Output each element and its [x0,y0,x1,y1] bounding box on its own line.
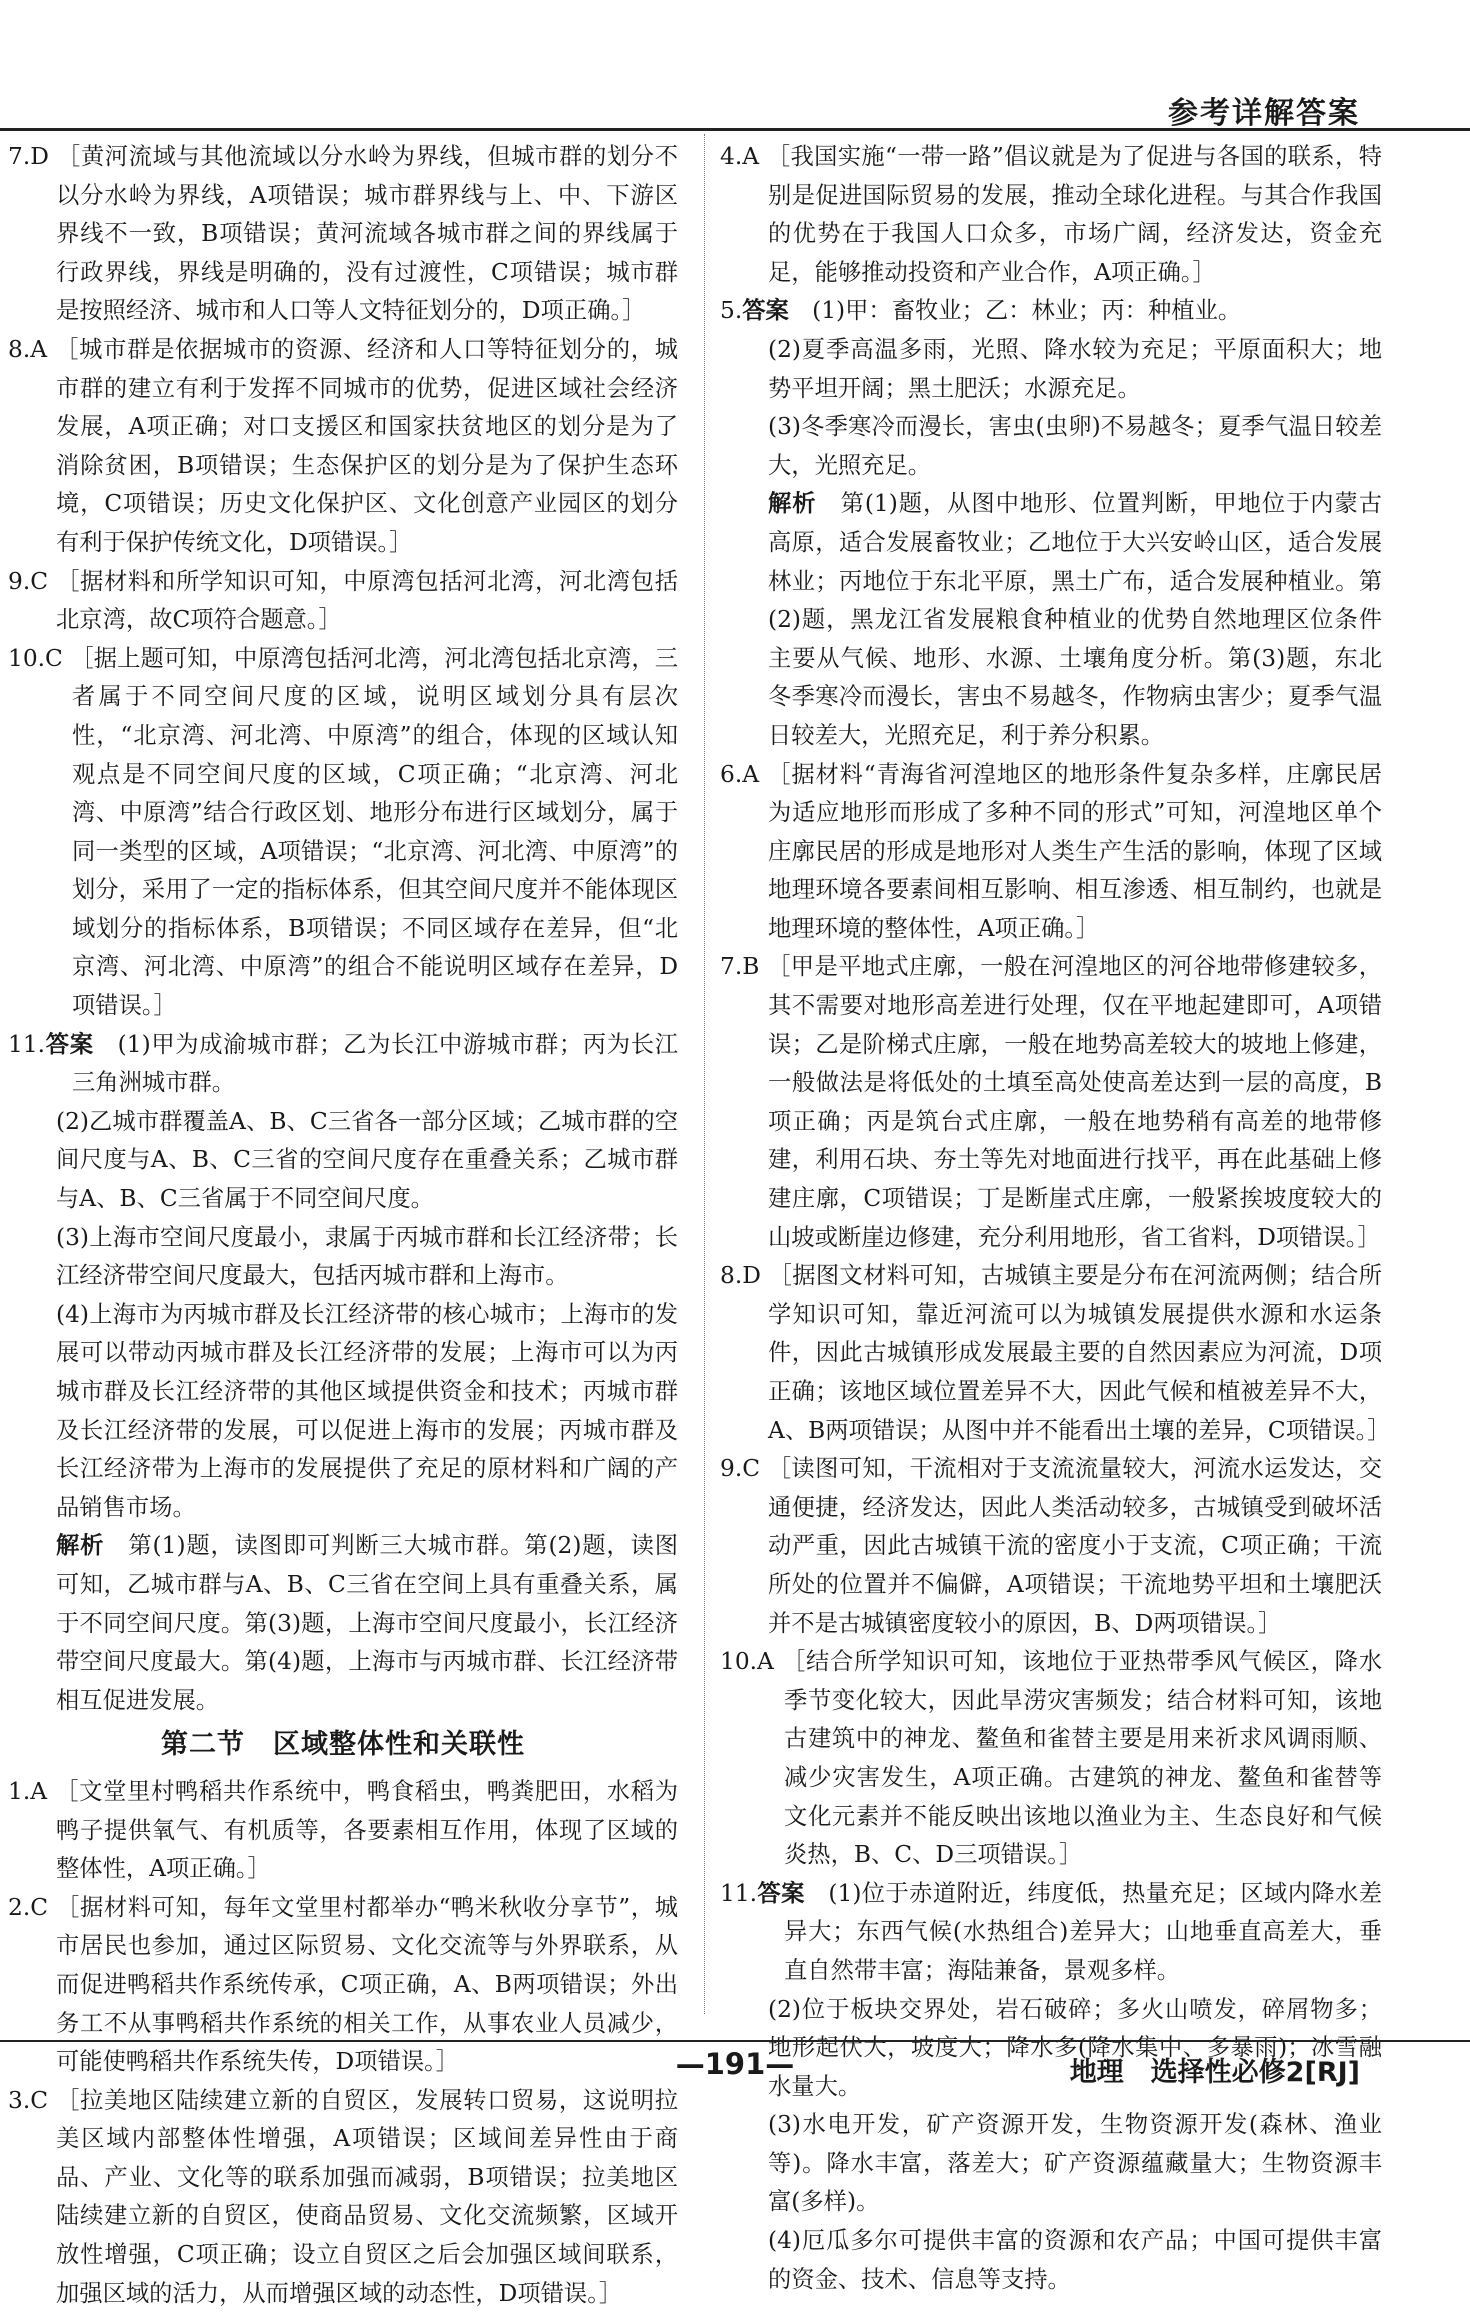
question-item: 9.C ［据材料和所学知识可知，中原湾包括河北湾，河北湾包括北京湾，故C项符合题意。］ [8,567,678,634]
question-number: 5. [720,297,743,325]
question-number: 11. [8,1030,46,1058]
answer-item [720,292,1382,331]
page-number: —191— [675,2047,795,2081]
analysis-paragraph [720,485,1382,755]
question-item: 8.D ［据图文材料可知，古城镇主要是分布在河流两侧；结合所学知识可知，靠近河流可以为城镇发展提供水源和水运条件，因此古城镇形成发展最主要的自然因素应为河流，D项正确；该地区域位置差异不大，因此气候和植被差异不大，A、B两项错误；从图中并不能看出土壤的差异，C项错误。］ [720,1262,1391,1444]
question-item: 10.A ［结合所学知识可知，该地位于亚热带季风气候区，降水季节变化较大，因此旱涝灾害频发；结合材料可知，该地古建筑中的神龙、鳌鱼和雀替主要是用来祈求风调雨顺、减少灾害发生，A项正确。古建筑的神龙、鳌鱼和雀替等文化元素并不能反映出该地以渔业为主、生态良好和气候炎热，B、C、D三项错误。］ [720,1648,1382,1869]
question-item: 2.C ［据材料可知，每年文堂里村都举办“鸭米秋收分享节”，城市居民也参加，通过区际贸易、文化交流等与外界联系，从而促进鸭稻共作系统传承，C项正确，A、B两项错误；外出务工不从事鸭稻共作系统的相关工作，从事农业人员减少，可能使鸭稻共作系统失传，D项错误。］ [8,1893,678,2076]
right-column [720,138,1391,2299]
page-header-title: 参考详解答案 [1168,96,1360,131]
answer-subpart: (3)冬季寒冷而漫长，害虫(虫卵)不易越冬；夏季气温日较差大，光照充足。 [768,413,1382,479]
answer-text: (1)甲：畜牧业；乙：林业；丙：种植业。 [788,297,1242,325]
answer-label: 答案 [45,1030,94,1058]
header-rule [0,128,1470,131]
question-item: 6.A ［据材料“青海省河湟地区的地形条件复杂多样，庄廓民居为适应地形而形成了多种不同的形式”可知，河湟地区单个庄廓民居的形成是地形对人类生产生活的影响，体现了区域地理环境各要素间相互影响、相互渗透、相互制约，也就是地理环境的整体性，A项正确。］ [720,760,1382,942]
answer-label: 答案 [757,1879,805,1907]
left-column [8,138,678,2313]
answer-subpart: (3)上海市空间尺度最小，隶属于丙城市群和长江经济带；长江经济带空间尺度最大，包括丙城市群和上海市。 [56,1223,678,1290]
section-title: 第二节 区域整体性和关联性 [161,1729,525,1761]
answer-subpart: (2)乙城市群覆盖A、B、C三省各一部分区域；乙城市群的空间尺度与A、B、C三省的空间尺度存在重叠关系；乙城市群与A、B、C三省属于不同空间尺度。 [56,1107,678,1213]
answer-subpart: (4)上海市为丙城市群及长江经济带的核心城市；上海市的发展可以带动丙城市群及长江经济带的发展；上海市可以为丙城市群及长江经济带的其他区域提供资金和技术；丙城市群及长江经济带的发展，可以促进上海市的发展；丙城市群及长江经济带为上海市的发展提供了充足的原材料和广阔的产品销售市场。 [56,1300,678,1521]
question-item: 10.C ［据上题可知，中原湾包括河北湾，河北湾包括北京湾，三者属于不同空间尺度的区域，说明区域划分具有层次性，“北京湾、河北湾、中原湾”的组合，体现的区域认知观点是不同空间尺度的区域，C项正确；“北京湾、河北湾、中原湾”结合行政区划、地形分布进行区域划分，属于同一类型的区域，A项错误；“北京湾、河北湾、中原湾”的划分，采用了一定的指标体系，但其空间尺度并不能体现区域划分的指标体系，B项错误；不同区域存在差异，但“北京湾、河北湾、中原湾”的组合不能说明区域存在差异，D项错误。］ [8,644,678,1020]
footer-rule [0,2040,1470,2042]
answer-subpart: (4)厄瓜多尔可提供丰富的资源和农产品；中国可提供丰富的资金、技术、信息等支持。 [768,2227,1382,2293]
column-divider [704,134,705,2014]
answer-label: 答案 [742,297,789,325]
answer-text: (1)甲为成渝城市群；乙为长江中游城市群；丙为长江三角洲城市群。 [72,1030,679,1097]
question-item: 7.B ［甲是平地式庄廓，一般在河湟地区的河谷地带修建较多，其不需要对地形高差进行处理，仅在平地起建即可，A项错误；乙是阶梯式庄廓，一般在地势高差较大的坡地上修建，一般做法是将低处的土填至高处使高差达到一层的高度，B项正确；丙是筑台式庄廓，一般在地势稍有高差的地带修建，利用石块、夯土等先对地面进行找平，再在此基础上修建庄廓，C项错误；丁是断崖式庄廓，一般紧挨坡度较大的山坡或断崖边修建，充分利用地形，省工省料，D项错误。］ [720,953,1382,1251]
question-number: 11. [720,1879,758,1907]
answer-text: (1)位于赤道附近，纬度低，热量充足；区域内降水差异大；东西气候(水热组合)差异大；山地垂直高差大，垂直自然带丰富；海陆兼备，景观多样。 [784,1879,1383,1984]
answer-subpart: (2)夏季高温多雨，光照、降水较为充足；平原面积大；地势平坦开阔；黑土肥沃；水源充足。 [768,335,1382,402]
analysis-label: 解析 [768,490,817,518]
answer-subpart: (2)位于板块交界处，岩石破碎；多火山喷发，碎屑物多；地形起伏大，坡度大；降水多(降水集中、多暴雨)；冰雪融水量大。 [768,1995,1382,2100]
question-item: 4.A ［我国实施“一带一路”倡议就是为了促进与各国的联系，特别是促进国际贸易的发展，推动全球化进程。与其合作我国的优势在于我国人口众多，市场广阔，经济发达，资金充足，能够推动投资和产业合作，A项正确。］ [720,143,1382,286]
question-item: 7.D ［黄河流域与其他流域以分水岭为界线，但城市群的划分不以分水岭为界线，A项错误；城市群界线与上、中、下游区界线不一致，B项错误；黄河流域各城市群之间的界线属于行政界线，界线是明确的，没有过渡性，C项错误；城市群是按照经济、城市和人口等人文特征划分的，D项正确。］ [8,143,678,325]
question-item: 3.C ［拉美地区陆续建立新的自贸区，发展转口贸易，这说明拉美区域内部整体性增强，A项错误；区域间差异性由于商品、产业、文化等的联系加强而减弱，B项错误；拉美地区陆续建立新的自贸区，使商品贸易、文化交流频繁，区域开放性增强，C项正确；设立自贸区之后会加强区域间联系，加强区域的活力，从而增强区域的动态性，D项错误。］ [8,2086,678,2307]
question-item: 8.A ［城市群是依据城市的资源、经济和人口等特征划分的，城市群的建立有利于发挥不同城市的优势，促进区域社会经济发展，A项正确；对口支援区和国家扶贫地区的划分是为了消除贫困，B项错误；生态保护区的划分是为了保护生态环境，C项错误；历史文化保护区、文化创意产业园区的划分有利于保护传统文化，D项错误。］ [8,335,678,556]
analysis-label: 解析 [56,1532,105,1560]
analysis-paragraph [8,1527,678,1720]
answer-subpart: (3)水电开发，矿产资源开发，生物资源开发(森林、渔业等)。降水丰富，落差大；矿产资源蕴藏量大；生物资源丰富(多样)。 [768,2111,1382,2216]
analysis-text: 第(1)题，读图即可判断三大城市群。第(2)题，读图可知，乙城市群与A、B、C三省在空间上具有重叠关系，属于不同空间尺度。第(3)题，上海市空间尺度最小，长江经济带空间尺度最大。第(4)题，上海市与丙城市群、长江经济带相互促进发展。 [56,1532,679,1714]
answer-item [8,1026,678,1103]
footer-subject-label: 地理 选择性必修2[RJ] [1069,2057,1360,2088]
analysis-text: 第(1)题，从图中地形、位置判断，甲地位于内蒙古高原，适合发展畜牧业；乙地位于大兴安岭山区，适合发展林业；丙地位于东北平原，黑土广布，适合发展种植业。第(2)题，黑龙江省发展粮食种植业的优势自然地理区位条件主要从气候、地形、水源、土壤角度分析。第(3)题，东北冬季寒冷而漫长，害虫不易越冬，作物病虫害少；夏季气温日较差大，光照充足，利于养分积累。 [768,490,1383,749]
question-item: 1.A ［文堂里村鸭稻共作系统中，鸭食稻虫，鸭粪肥田，水稻为鸭子提供氧气、有机质等，各要素相互作用，体现了区域的整体性，A项正确。］ [8,1777,678,1883]
question-item: 9.C ［读图可知，干流相对于支流流量较大，河流水运发达，交通便捷，经济发达，因此人类活动较多，古城镇受到破坏活动严重，因此古城镇干流的密度小于支流，C项正确；干流所处的位置并不偏僻，A项错误；干流地势平坦和土壤肥沃并不是古城镇密度较小的原因，B、D两项错误。］ [720,1455,1382,1637]
answer-item [720,1875,1382,1991]
